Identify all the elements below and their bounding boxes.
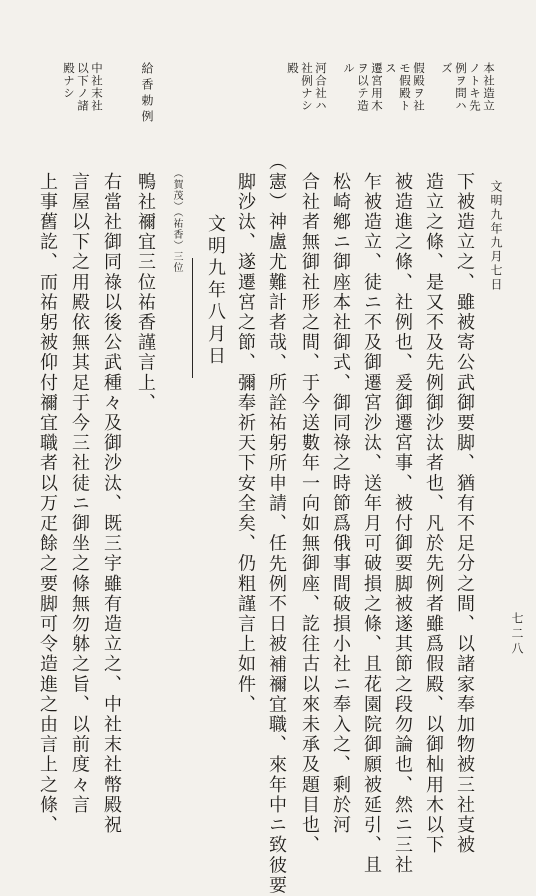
margin-note: 本社造立 xyxy=(482,62,496,112)
margin-note: 遷宮用木 xyxy=(370,62,384,112)
text-line: 脚沙汰、遂遷宮之節、彌奉祈天下安全矣、仍粗謹言上如件、 xyxy=(235,172,256,715)
margin-note: モ假殿ト xyxy=(398,62,412,112)
margin-note: 以下ノ諸 xyxy=(76,62,90,112)
margin-note: 殿ナシ xyxy=(62,62,76,100)
margin-note: 河合社ハ xyxy=(314,62,328,112)
margin-note: 給香勅例 xyxy=(140,62,154,126)
margin-note: ズ xyxy=(440,62,454,75)
text-line: 言屋以下之用殿依無其足于今三社徒ニ御坐之條無勿躰之旨、以前度々言 xyxy=(69,172,90,816)
margin-note: 例ヲ問ハ xyxy=(454,62,468,112)
text-line: 上事舊訖、而祐躬被仰付禰宜職者以万疋餘之要脚可令造進之由言上之條、 xyxy=(37,172,58,836)
margin-note: 殿 xyxy=(286,62,300,75)
margin-note: ノトキ先 xyxy=(468,62,482,112)
text-line: （憲）神盧尤難計者哉、所詮祐躬所申請、任先例不日被補禰宜職、來年中ニ致彼要 xyxy=(266,152,287,896)
document-date: 文明九年八月日 xyxy=(205,214,226,368)
text-line: 被造進之條、社例也、爰御遷宮事、被付御要脚被遂其節之段勿論也、然ニ三社 xyxy=(392,172,413,876)
text-line: 合社者無御社形之間、于今送數年一向如無御座、訖往古以來未承及題目也、 xyxy=(299,172,320,856)
text-line: 乍被造立、徒ニ不及御遷宮沙汰、送年月可破損之條、且花園院御願被延引、且 xyxy=(361,172,382,876)
text-line: 松崎鄕ニ御座本社御式、御同祿之時節爲俄事間破損小社ニ奉入之、剩於河 xyxy=(330,172,351,836)
running-title: 文明九年九月七日 xyxy=(489,180,503,292)
section-divider xyxy=(192,258,193,378)
page-number: 七二八 xyxy=(510,612,524,657)
margin-note: 社例ナシ xyxy=(300,62,314,112)
margin-note: 中社末社 xyxy=(90,62,104,112)
margin-note: ル xyxy=(342,62,356,75)
margin-note: ヲ以テ造 xyxy=(356,62,370,112)
document-title-note: （賀茂）（祐香）三位 xyxy=(171,168,182,273)
margin-note: ス xyxy=(384,62,398,75)
text-line: 右當社御同祿以後公武種々及御沙汰、既三宇雖有造立之、中社末社幣殿祝 xyxy=(101,172,122,836)
text-line: 造立之條、是又不及先例御沙汰者也、凡於先例者雖爲假殿、以御杣用木以下 xyxy=(423,172,444,856)
text-line: 鴨社禰宜三位祐香謹言上、 xyxy=(135,172,156,414)
text-line: 下被造立之、雖被寄公武御要脚、猶有不足分之間、以諸家奉加物被三社㕝被 xyxy=(454,172,475,856)
margin-note: 假殿ヲ社 xyxy=(412,62,426,112)
